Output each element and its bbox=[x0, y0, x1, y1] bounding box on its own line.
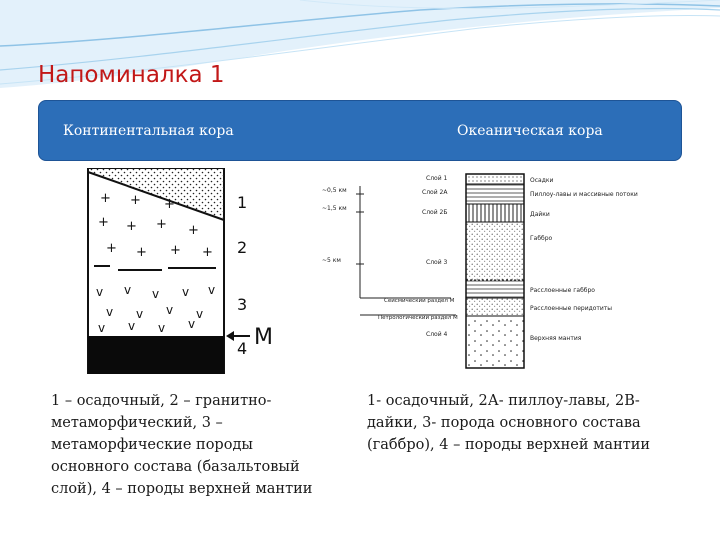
table-header bbox=[38, 100, 682, 161]
petrologic-moho-label: Петрологический раздел М bbox=[378, 315, 458, 321]
layer-label: Слой 3 bbox=[426, 259, 448, 266]
svg-text:+: + bbox=[170, 243, 181, 258]
svg-text:+: + bbox=[136, 245, 147, 260]
depth-scale bbox=[322, 186, 456, 315]
depth-label: ~1,5 км bbox=[322, 205, 347, 212]
svg-text:v: v bbox=[98, 321, 106, 335]
rock-label: Верхняя мантия bbox=[530, 335, 582, 342]
moho-label: M bbox=[254, 325, 273, 350]
svg-text:+: + bbox=[156, 217, 167, 232]
oceanic-caption: 1- осадочный, 2А- пиллоу-лавы, 2В- дайки, 3- порода основного состава (габбро), 4 – породы верхней мантии bbox=[367, 393, 651, 453]
oceanic-rock-names bbox=[530, 177, 638, 342]
depth-label: ~5 км bbox=[322, 257, 341, 264]
rock-label: Габбро bbox=[530, 235, 553, 242]
decorative-waves bbox=[0, 0, 720, 110]
svg-text:+: + bbox=[106, 241, 117, 256]
mantle-layer bbox=[88, 336, 224, 374]
svg-text:+: + bbox=[130, 193, 141, 208]
seismic-moho-label: Сейсмический раздел М bbox=[384, 298, 455, 304]
continental-caption: 1 – осадочный, 2 – гранитно-метаморфический, 3 – метаморфические породы основного состава (базальтовый слой), 4 – породы верхней мантии bbox=[51, 393, 313, 497]
oceanic-column bbox=[466, 174, 524, 368]
svg-text:v: v bbox=[208, 283, 216, 297]
layer-label: Слой 2Б bbox=[422, 209, 448, 216]
svg-text:v: v bbox=[188, 317, 196, 331]
svg-text:+: + bbox=[98, 215, 109, 230]
svg-text:v: v bbox=[196, 307, 204, 321]
continental-crust-diagram bbox=[84, 168, 284, 374]
svg-text:v: v bbox=[128, 319, 136, 333]
svg-text:v: v bbox=[152, 287, 160, 301]
svg-text:+: + bbox=[188, 223, 199, 238]
depth-label: ~0,5 км bbox=[322, 187, 347, 194]
svg-text:1: 1 bbox=[237, 193, 248, 212]
svg-text:3: 3 bbox=[237, 295, 248, 314]
svg-text:v: v bbox=[166, 303, 174, 317]
svg-text:v: v bbox=[136, 307, 144, 321]
svg-text:+: + bbox=[100, 191, 111, 206]
rock-label: Расслоенные габбро bbox=[530, 287, 595, 294]
oceanic-crust-diagram bbox=[316, 168, 686, 374]
slide-title: Напоминалка 1 bbox=[38, 62, 225, 88]
rock-label: Пиллоу-лавы и массивные потоки bbox=[530, 191, 638, 198]
header-continental: Континентальная кора bbox=[63, 123, 234, 139]
rock-label: Дайки bbox=[530, 211, 550, 218]
header-oceanic: Океаническая кора bbox=[457, 123, 603, 139]
svg-text:+: + bbox=[164, 197, 175, 212]
svg-text:v: v bbox=[182, 285, 190, 299]
layer-label: Слой 2А bbox=[422, 189, 448, 196]
svg-text:v: v bbox=[106, 305, 114, 319]
svg-text:v: v bbox=[124, 283, 132, 297]
svg-text:4: 4 bbox=[237, 339, 248, 358]
rock-label: Расслоенные перидотиты bbox=[530, 305, 613, 312]
layer-label: Слой 1 bbox=[426, 175, 448, 182]
svg-text:v: v bbox=[96, 285, 104, 299]
svg-text:2: 2 bbox=[237, 238, 248, 257]
layer-label: Слой 4 bbox=[426, 331, 448, 338]
svg-text:+: + bbox=[126, 219, 137, 234]
layer-numbers bbox=[237, 193, 247, 358]
oceanic-layer-names bbox=[422, 175, 448, 338]
svg-text:v: v bbox=[158, 321, 166, 335]
rock-label: Осадки bbox=[530, 177, 554, 184]
svg-text:+: + bbox=[202, 245, 213, 260]
